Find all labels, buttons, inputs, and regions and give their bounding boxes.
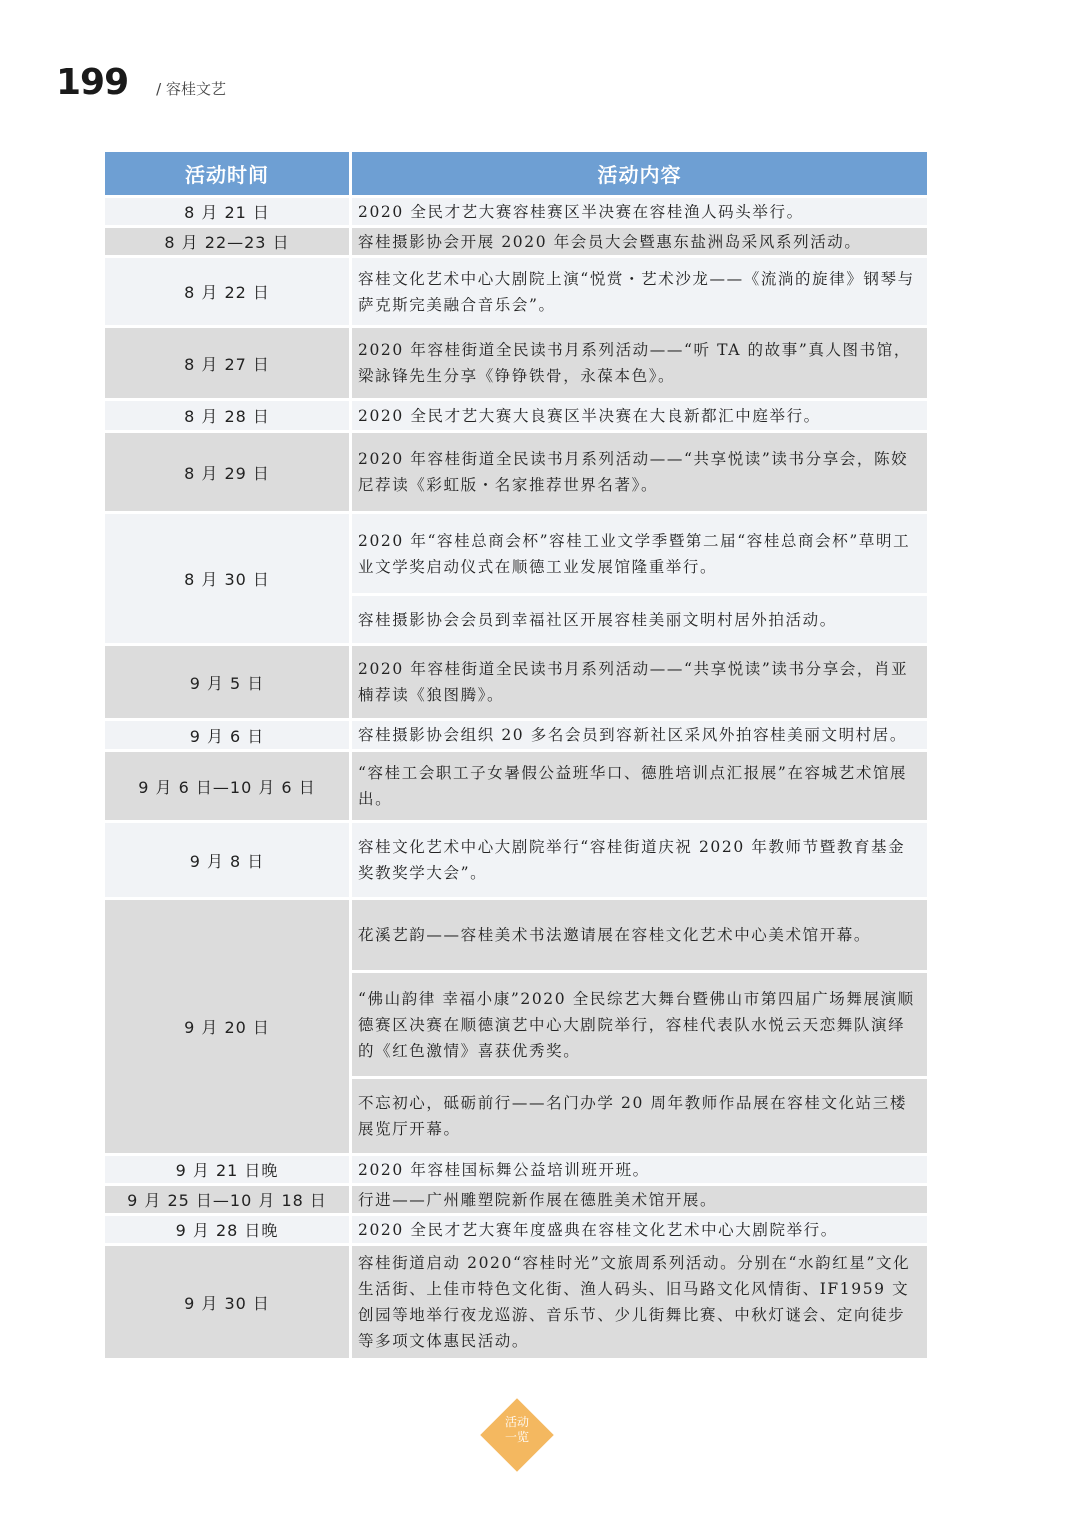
header-time: 活动时间: [105, 152, 349, 195]
table-row: [105, 514, 927, 643]
badge-line-1: 活动: [504, 1415, 529, 1429]
row-time: 9 月 21 日晚: [105, 1156, 349, 1183]
row-content: “容桂工会职工子女暑假公益班华口、德胜培训点汇报展”在容城艺术馆展出。: [352, 752, 927, 820]
row-time: 9 月 25 日—10 月 18 日: [105, 1186, 349, 1213]
row-content: 花溪艺韵——容桂美术书法邀请展在容桂文化艺术中心美术馆开幕。: [352, 900, 927, 970]
table-row: [105, 721, 927, 749]
page-header: [56, 62, 226, 103]
row-content: 2020 年“容桂总商会杯”容桂工业文学季暨第二届“容桂总商会杯”草明工业文学奖启动仪式在顺德工业发展馆隆重举行。: [352, 514, 927, 593]
row-time: 9 月 6 日—10 月 6 日: [105, 752, 349, 820]
row-content: 2020 年容桂街道全民读书月系列活动——“共享悦读”读书分享会，肖亚楠荐读《狼图腾》。: [352, 646, 927, 718]
row-content: 2020 年容桂国标舞公益培训班开班。: [352, 1156, 927, 1183]
row-content: 容桂文化艺术中心大剧院举行“容桂街道庆祝 2020 年教师节暨教育基金奖教奖学大会”。: [352, 823, 927, 897]
row-content: 2020 全民才艺大赛大良赛区半决赛在大良新都汇中庭举行。: [352, 401, 927, 430]
table-row: [105, 900, 927, 1153]
row-content: 容桂摄影协会组织 20 多名会员到容新社区采风外拍容桂美丽文明村居。: [352, 721, 927, 749]
row-content: 容桂文化艺术中心大剧院上演“悦赏・艺术沙龙——《流淌的旋律》钢琴与萨克斯完美融合音乐会”。: [352, 258, 927, 325]
row-content: 2020 年容桂街道全民读书月系列活动——“共享悦读”读书分享会，陈姣尼荐读《彩虹版・名家推荐世界名著》。: [352, 433, 927, 511]
table-row: [105, 433, 927, 511]
row-time: 8 月 21 日: [105, 198, 349, 225]
table-row: [105, 328, 927, 398]
row-content: 不忘初心，砥砺前行——名门办学 20 周年教师作品展在容桂文化站三楼展览厅开幕。: [352, 1079, 927, 1153]
table-header: [105, 152, 927, 195]
row-content: “佛山韵律 幸福小康”2020 全民综艺大舞台暨佛山市第四届广场舞展演顺德赛区决赛在顺德演艺中心大剧院举行，容桂代表队水悦云天恋舞队演绎的《红色激情》喜获优秀奖。: [352, 973, 927, 1076]
row-time: 8 月 29 日: [105, 433, 349, 511]
activity-table: [105, 152, 927, 1358]
row-content: 容桂摄影协会会员到幸福社区开展容桂美丽文明村居外拍活动。: [352, 596, 927, 643]
table-row: [105, 823, 927, 897]
table-row: [105, 401, 927, 430]
header-content: 活动内容: [352, 152, 927, 195]
row-content: 容桂摄影协会开展 2020 年会员大会暨惠东盐洲岛采风系列活动。: [352, 228, 927, 255]
table-row: [105, 1186, 927, 1213]
row-time: 8 月 28 日: [105, 401, 349, 430]
table-row: [105, 646, 927, 718]
table-row: [105, 198, 927, 225]
row-time: 9 月 28 日晚: [105, 1216, 349, 1243]
page-number: 199: [56, 62, 129, 103]
row-time: 8 月 27 日: [105, 328, 349, 398]
row-content: 2020 全民才艺大赛年度盛典在容桂文化艺术中心大剧院举行。: [352, 1216, 927, 1243]
row-time: 9 月 8 日: [105, 823, 349, 897]
row-time: 8 月 22—23 日: [105, 228, 349, 255]
row-content: 2020 全民才艺大赛容桂赛区半决赛在容桂渔人码头举行。: [352, 198, 927, 225]
badge-line-2: 一览: [504, 1430, 529, 1444]
row-time: 9 月 6 日: [105, 721, 349, 749]
row-time: 9 月 5 日: [105, 646, 349, 718]
row-content: 容桂街道启动 2020“容桂时光”文旅周系列活动。分别在“水韵红星”文化生活街、上佳市特色文化街、渔人码头、旧马路文化风情街、IF1959 文创园等地举行夜龙巡游、音乐节、少儿街舞比赛、中秋灯谜会、定向徒步等多项文体惠民活动。: [352, 1246, 927, 1358]
table-row: [105, 752, 927, 820]
row-time: 9 月 30 日: [105, 1246, 349, 1358]
row-content: 行进——广州雕塑院新作展在德胜美术馆开展。: [352, 1186, 927, 1213]
row-time: 8 月 30 日: [105, 514, 349, 643]
section-badge: [485, 1403, 549, 1467]
row-time: 8 月 22 日: [105, 258, 349, 325]
table-row: [105, 258, 927, 325]
section-title: / 容桂文艺: [156, 80, 226, 98]
table-row: [105, 1156, 927, 1183]
row-time: 9 月 20 日: [105, 900, 349, 1153]
table-row: [105, 1216, 927, 1243]
table-row: [105, 228, 927, 255]
table-row: [105, 1246, 927, 1358]
row-content: 2020 年容桂街道全民读书月系列活动——“听 TA 的故事”真人图书馆，梁詠锋先生分享《铮铮铁骨，永葆本色》。: [352, 328, 927, 398]
